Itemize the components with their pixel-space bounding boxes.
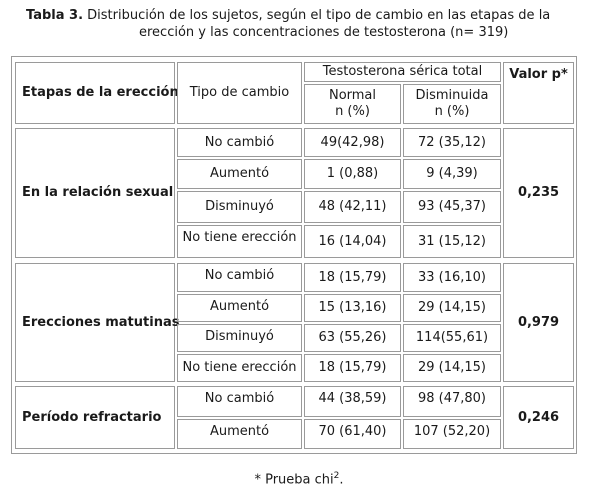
footnote-text: * Prueba chi [254, 472, 334, 488]
type-cell: No tiene erección [177, 354, 302, 382]
caption-line-2: erección y las concentraciones de testosterona (n= 319) [139, 25, 509, 40]
normal-cell: 70 (61,40) [304, 419, 401, 449]
normal-cell: 16 (14,04) [304, 225, 401, 258]
pvalue-cell: 0,246 [503, 386, 574, 449]
normal-cell: 18 (15,79) [304, 354, 401, 382]
normal-cell: 49(42,98) [304, 128, 401, 157]
header-normal [304, 84, 401, 124]
caption-line-1: Distribución de los sujetos, según el tipo de cambio en las etapas de la [83, 8, 551, 23]
type-cell: Disminuyó [177, 324, 302, 352]
decreased-cell: 33 (16,10) [403, 263, 501, 292]
header-normal-line2: n (%) [335, 104, 370, 119]
decreased-cell: 9 (4,39) [403, 159, 501, 189]
normal-cell: 48 (42,11) [304, 191, 401, 223]
table-caption [26, 7, 586, 41]
decreased-cell: 98 (47,80) [403, 386, 501, 417]
type-cell: No cambió [177, 386, 302, 417]
pvalue-cell: 0,979 [503, 263, 574, 382]
type-cell: Aumentó [177, 419, 302, 449]
header-pvalue: Valor p* [503, 62, 574, 124]
decreased-cell: 107 (52,20) [403, 419, 501, 449]
type-cell: Disminuyó [177, 191, 302, 223]
header-normal-line1: Normal [328, 88, 377, 103]
normal-cell: 18 (15,79) [304, 263, 401, 292]
header-testosterone-group: Testosterona sérica total [304, 62, 501, 82]
header-decreased [403, 84, 501, 124]
header-decreased-line1: Disminuida [415, 88, 489, 103]
decreased-cell: 72 (35,12) [403, 128, 501, 157]
type-cell: Aumentó [177, 159, 302, 189]
decreased-cell: 31 (15,12) [403, 225, 501, 258]
footnote-superscript: 2 [333, 471, 340, 481]
pvalue-cell: 0,235 [503, 128, 574, 258]
footnote-end: . [339, 472, 344, 488]
decreased-cell: 29 (14,15) [403, 294, 501, 322]
stage-cell: En la relación sexual [15, 128, 175, 258]
type-cell: No tiene erección [177, 225, 302, 258]
header-stage: Etapas de la erección [15, 62, 175, 124]
stage-cell: Período refractario [15, 386, 175, 449]
stage-cell: Erecciones matutinas [15, 263, 175, 382]
caption-label: Tabla 3. [26, 8, 84, 23]
normal-cell: 44 (38,59) [304, 386, 401, 417]
decreased-cell: 114(55,61) [403, 324, 501, 352]
normal-cell: 63 (55,26) [304, 324, 401, 352]
header-type: Tipo de cambio [177, 62, 302, 124]
type-cell: No cambió [177, 263, 302, 292]
normal-cell: 15 (13,16) [304, 294, 401, 322]
normal-cell: 1 (0,88) [304, 159, 401, 189]
type-cell: Aumentó [177, 294, 302, 322]
decreased-cell: 29 (14,15) [403, 354, 501, 382]
header-decreased-line2: n (%) [434, 104, 470, 119]
decreased-cell: 93 (45,37) [403, 191, 501, 223]
type-cell: No cambió [177, 128, 302, 157]
footnote [0, 471, 598, 487]
